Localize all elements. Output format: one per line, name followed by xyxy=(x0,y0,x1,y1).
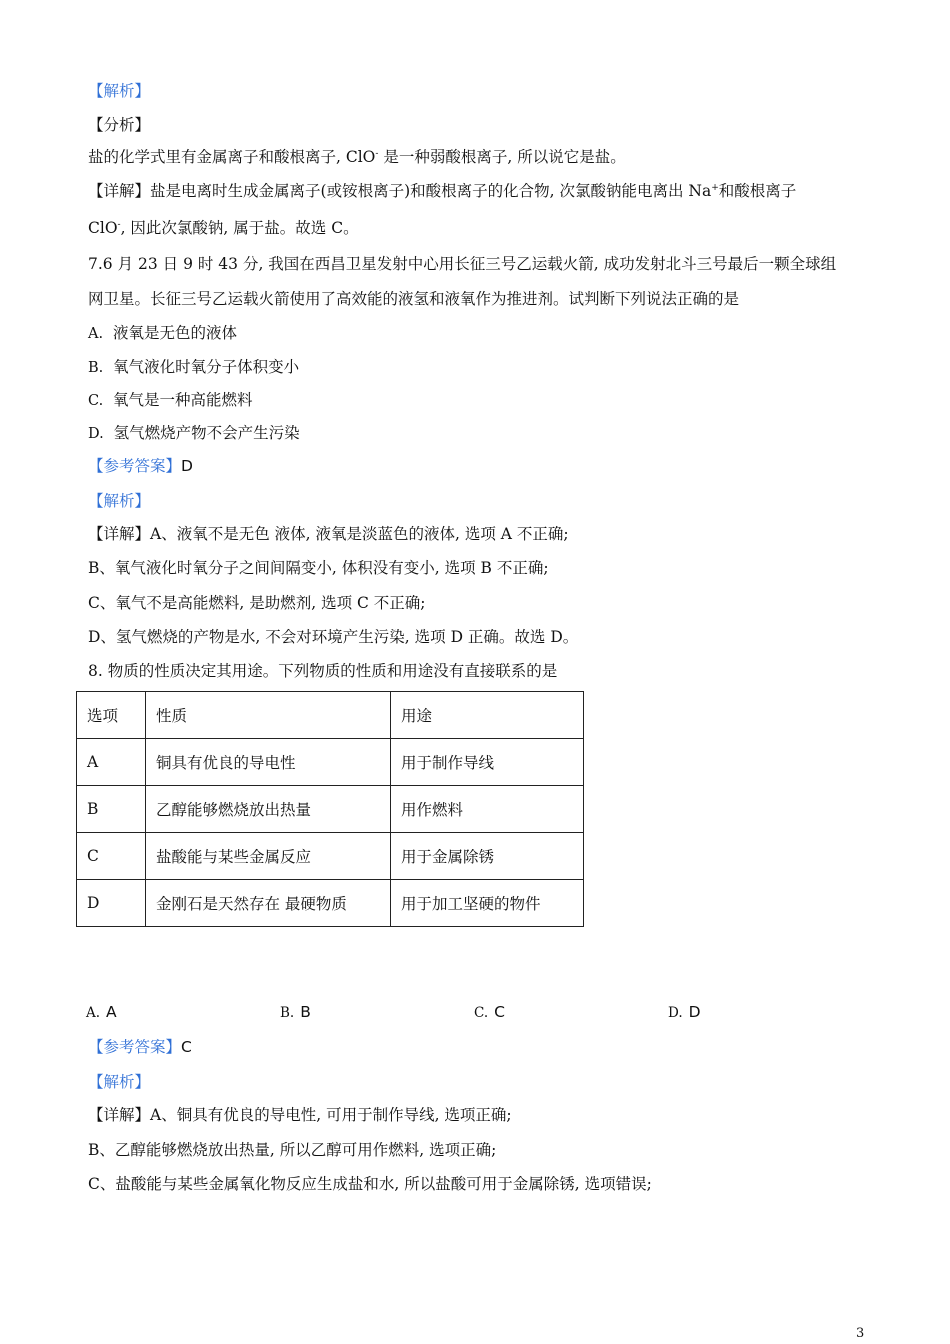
q7-jiexi-tag: 【解析】 xyxy=(88,492,151,510)
q7-option-c-text: 氧气是一种高能燃料 xyxy=(113,391,253,409)
table-header-row xyxy=(77,692,584,739)
q7-option-b xyxy=(88,357,299,378)
q8-choice-a-label: A. xyxy=(86,1005,101,1021)
q8-choice-b-text: B xyxy=(300,1003,311,1021)
table-row xyxy=(77,833,584,880)
table-cell: 盐酸能与某些金属反应 xyxy=(146,833,391,880)
q8-choice-b xyxy=(280,1003,311,1021)
table-cell: A xyxy=(77,739,146,786)
q8-choice-c xyxy=(474,1003,505,1021)
q7-option-a-text: 液氧是无色的液体 xyxy=(112,324,237,342)
q7-detail-line-1 xyxy=(88,524,569,544)
table-cell: 铜具有优良的导电性 xyxy=(146,739,391,786)
table-row xyxy=(77,739,584,786)
q7-option-c xyxy=(88,390,253,411)
q6-detail-text-b: 和酸根离子 xyxy=(718,182,797,200)
table-cell: C xyxy=(77,833,146,880)
q6-detail2-text-b: , 因此次氯酸钠, 属于盐。故选 C。 xyxy=(120,219,359,237)
q7-detail-tag: 【详解】 xyxy=(88,525,151,543)
q7-option-d-label: D. xyxy=(88,426,104,442)
q6-fenxi-sup: - xyxy=(375,148,379,159)
q8-choice-d-text: D xyxy=(688,1003,701,1021)
table-cell: B xyxy=(77,786,146,833)
q8-detail-text-1: A、铜具有优良的导电性, 可用于制作导线, 选项正确; xyxy=(150,1106,512,1124)
page-number: 3 xyxy=(856,1326,865,1341)
q8-choice-b-label: B. xyxy=(280,1005,295,1021)
q8-detail-line-3: C、盐酸能与某些金属氧化物反应生成盐和水, 所以盐酸可用于金属除锈, 选项错误; xyxy=(88,1175,652,1193)
table-cell: 金刚石是天然存在 最硬物质 xyxy=(146,880,391,927)
q6-detail-tag: 【详解】 xyxy=(88,182,151,200)
q6-fenxi-tag: 【分析】 xyxy=(88,116,151,134)
q7-option-a-label: A. xyxy=(88,326,104,342)
q8-jiexi-tag: 【解析】 xyxy=(88,1073,151,1091)
q7-detail-line-4: D、氢气燃烧的产物是水, 不会对环境产生污染, 选项 D 正确。故选 D。 xyxy=(88,628,579,646)
table-cell: 乙醇能够燃烧放出热量 xyxy=(146,786,391,833)
q6-detail-text-a: 盐是电离时生成金属离子(或铵根离子)和酸根离子的化合物, 次氯酸钠能电离出 Na xyxy=(150,182,712,200)
q7-option-d xyxy=(88,423,300,444)
q7-option-a xyxy=(88,323,237,344)
table-header-cell: 选项 xyxy=(77,692,146,739)
q8-choice-c-text: C xyxy=(494,1003,505,1021)
q8-detail-line-2: B、乙醇能够燃烧放出热量, 所以乙醇可用作燃料, 选项正确; xyxy=(88,1141,497,1159)
q8-choice-a xyxy=(86,1003,117,1021)
q7-answer-tag: 【参考答案】 xyxy=(88,457,182,475)
table-cell: 用于加工坚硬的物件 xyxy=(391,880,584,927)
q8-detail-line-1 xyxy=(88,1105,512,1125)
q8-detail-tag: 【详解】 xyxy=(88,1106,151,1124)
q7-stem-line-2: 网卫星。长征三号乙运载火箭使用了高效能的液氢和液氧作为推进剂。试判断下列说法正确的是 xyxy=(88,290,740,308)
q8-choice-c-label: C. xyxy=(474,1005,489,1021)
table-row xyxy=(77,786,584,833)
q7-answer xyxy=(88,456,193,476)
q8-choice-d xyxy=(668,1003,701,1021)
q6-detail2-text-a: ClO xyxy=(88,219,118,237)
table-cell: 用于制作导线 xyxy=(391,739,584,786)
q7-detail-line-2: B、氧气液化时氧分子之间间隔变小, 体积没有变小, 选项 B 不正确; xyxy=(88,559,549,577)
table-header-cell: 用途 xyxy=(391,692,584,739)
q6-detail-sup: + xyxy=(711,182,719,193)
q8-choice-a-text: A xyxy=(106,1003,117,1021)
q6-fenxi-text-a: 盐的化学式里有金属离子和酸根离子, ClO xyxy=(88,148,376,166)
q7-detail-text-1: A、液氧不是无色 液体, 液氧是淡蓝色的液体, 选项 A 不正确; xyxy=(150,525,569,543)
q8-stem: 8. 物质的性质决定其用途。下列物质的性质和用途没有直接联系的是 xyxy=(88,662,558,680)
q7-option-b-text: 氧气液化时氧分子体积变小 xyxy=(113,358,300,376)
q8-answer xyxy=(88,1037,192,1057)
q6-fenxi-text-b: 是一种弱酸根离子, 所以说它是盐。 xyxy=(378,148,626,166)
q8-answer-tag: 【参考答案】 xyxy=(88,1038,182,1056)
table-cell: D xyxy=(77,880,146,927)
q7-stem-line-1: 7.6 月 23 日 9 时 43 分, 我国在西昌卫星发射中心用长征三号乙运载火箭, 成功发射北斗三号最后一颗全球组 xyxy=(88,255,837,273)
q6-jiexi-tag: 【解析】 xyxy=(88,82,151,100)
q6-detail-line-2 xyxy=(88,218,359,238)
q6-fenxi-text xyxy=(88,147,626,167)
q7-option-b-label: B. xyxy=(88,360,104,376)
q7-option-c-label: C. xyxy=(88,393,104,409)
table-row xyxy=(77,880,584,927)
table-header-cell: 性质 xyxy=(146,692,391,739)
q8-answer-value: C xyxy=(181,1038,192,1056)
q7-answer-value: D xyxy=(181,457,193,475)
q6-detail2-sup: - xyxy=(117,219,121,230)
table-cell: 用作燃料 xyxy=(391,786,584,833)
q7-detail-line-3: C、氧气不是高能燃料, 是助燃剂, 选项 C 不正确; xyxy=(88,594,426,612)
q6-detail-line-1 xyxy=(88,181,796,201)
q8-choice-d-label: D. xyxy=(668,1005,683,1021)
table-cell: 用于金属除锈 xyxy=(391,833,584,880)
q7-option-d-text: 氢气燃烧产物不会产生污染 xyxy=(113,424,300,442)
q8-table xyxy=(76,691,584,927)
